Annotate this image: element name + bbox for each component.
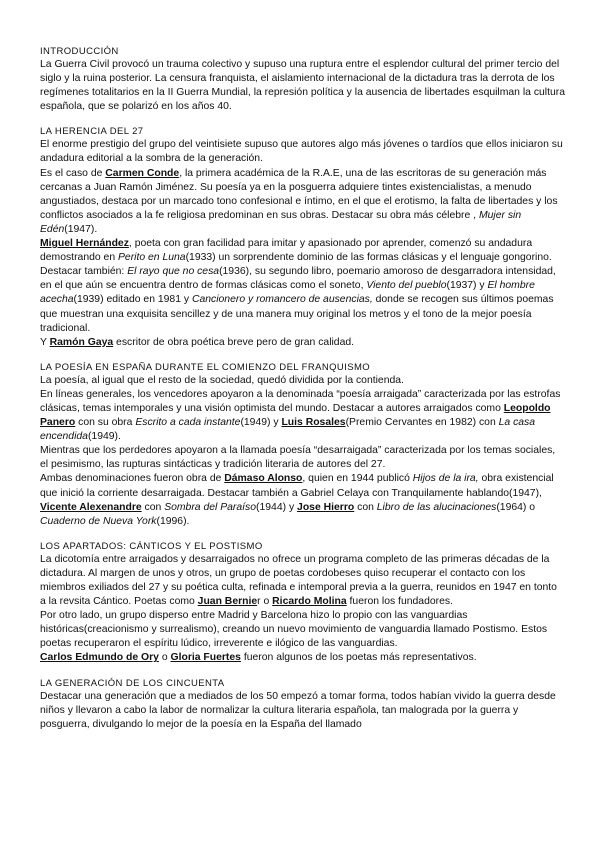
work-title: Mujer sin Edén (40, 209, 522, 235)
text: r o (257, 596, 273, 608)
section-generacion-cincuenta (40, 678, 565, 732)
text: La dicotomía entre arraigados y desarraigados no ofrece un programa completo de las primeras décadas de la dictadura. Al margen de unos y otros, un grupo de poetas cordobeses quiso recuperar el contacto con los miembros exiliados del 27 y su poética culta, refinada e intemporal previa a la guerra, reunidos en 1947 en tonto a la revsita Cántico. Poetas como (40, 553, 557, 608)
text: , la primera académica de la R.A.E, una de las escritoras de su generación más cercanas a Juan Ramón Jiménez. Su poesía ya en la posguerra adquiere tintes existencialistas, a menudo angustiados, destaca por un marcado tono confesional e íntimo, en el que el erotismo, la falta de libertades y los conflictos asociados a la fe religiosa predominan en sus obras. Destacar su obra más célebre , (40, 167, 558, 221)
paragraph: Mientras que los perdedores apoyaron a la llamada poesía “desarraigada” caracterizada por los temas sociales, el pesimismo, las rupturas sintácticas y tradición literaria de autores del 27. (40, 445, 556, 471)
paragraph (40, 167, 565, 237)
paragraph: Por otro lado, un grupo disperso entre Madrid y Barcelona hizo lo propio con las vanguardias históricas(creacionismo y surrealismo), creando un nuevo movimiento de vanguardia llamado Postismo. Estos poetas recuperaron el espíritu lúdico, irreverente e ilógico de las vanguardias. (40, 610, 548, 650)
work-title: Viento del pueblo (366, 280, 447, 292)
author-name: Miguel Hernández (40, 238, 129, 250)
text: (1944) y (256, 501, 298, 513)
section-comienzo-franquismo (40, 362, 565, 529)
text: Y (40, 336, 50, 348)
text: (Premio Cervantes en 1982) con (345, 417, 499, 429)
work-title: Perito en Luna (117, 252, 186, 264)
section-canticos-postismo (40, 541, 565, 666)
text: (1949). (87, 431, 121, 443)
text: (1939) editado en 1981 y (73, 294, 192, 306)
author-name: Gloria Fuertes (170, 652, 241, 664)
paragraph (40, 237, 565, 336)
work-title: Libro de las alucinaciones (376, 501, 497, 513)
text: con (141, 501, 165, 513)
author-name: Luis Rosales (281, 417, 346, 429)
text: con (354, 501, 377, 513)
author-name: Dámaso Alonso (224, 473, 303, 485)
paragraph (40, 472, 565, 528)
paragraph: La Guerra Civil provocó un trauma colectivo y supuso una ruptura entre el esplendor cultural del primer tercio del siglo y la ruina posterior. La censura franquista, el aislamiento internacional de la dictadura tras la derrota de los regímenes totalitarios en la II Guerra Mundial, la represión política y la ausencia de libertades esquilman la cultura española, que se polarizó en los años 40. (40, 59, 566, 113)
paragraph (40, 388, 565, 444)
work-title: El rayo que no cesa (127, 266, 220, 278)
text: (1996). (156, 515, 190, 527)
paragraph: La poesía, al igual que el resto de la sociedad, quedó dividida por la contienda. (40, 374, 404, 386)
work-title: La casa encendida (40, 417, 536, 443)
section-introduccion (40, 46, 565, 114)
section-heading: LOS APARTADOS: CÁNTICOS Y EL POSTISMO (40, 540, 263, 552)
author-name: Carlos Edmundo de Ory (40, 652, 159, 664)
author-name: Carmen Conde (105, 167, 180, 179)
text: (1947). (64, 223, 98, 235)
document-page (40, 46, 565, 744)
paragraph (40, 651, 565, 665)
text: o (158, 652, 171, 664)
text: fueron los fundadores. (346, 596, 453, 608)
work-title: Cuaderno de Nueva York (40, 515, 157, 527)
work-title: El hombre acecha (40, 280, 535, 306)
author-name: Leopoldo Panero (40, 402, 551, 429)
text: (1964) o (496, 501, 536, 513)
text: fueron algunos de los poetas más representativos. (240, 652, 477, 664)
section-heading: LA POESÍA EN ESPAÑA DURANTE EL COMIENZO DEL FRANQUISMO (40, 361, 371, 373)
text: (1937) y (446, 280, 488, 292)
author-name: Ricardo Molina (272, 596, 347, 608)
section-herencia-27 (40, 126, 565, 349)
work-title: Cancionero y romancero de ausencias, (191, 294, 373, 306)
author-name: Juan Bernie (197, 596, 258, 608)
text: (1933) un sorprendente dominio de las formas clásicas y el lenguaje gongorino. Destacar también: (40, 252, 552, 278)
work-title: Sombra del Paraíso (164, 501, 257, 513)
section-heading: INTRODUCCIÓN (40, 46, 119, 57)
text: En líneas generales, los vencedores apoyaron a la denominada “poesía arraigada” caracterizada por las estrofas clásicas, temas intemporales y una visión optimista del mundo. Destacar a autores arraigados como (40, 388, 561, 414)
text: , quien en 1944 publicó (302, 473, 413, 485)
text: , poeta con gran facilidad para imitar y apasionado por aprender, comenzó su andadura demostrando en (40, 238, 533, 264)
paragraph (40, 553, 565, 609)
section-heading: LA GENERACIÓN DE LOS CINCUENTA (40, 677, 225, 689)
text: (1949) y (240, 417, 282, 429)
work-title: Escrito a cada instante (135, 417, 241, 429)
author-name: Ramón Gaya (49, 336, 114, 348)
author-name: Vicente Alexenandre (40, 501, 142, 513)
text: Es el caso de (40, 167, 106, 179)
section-heading: LA HERENCIA DEL 27 (40, 126, 144, 138)
paragraph (40, 336, 565, 350)
work-title: Hijos de la ira, (412, 473, 479, 485)
author-name: Jose Hierro (297, 501, 355, 513)
text: donde se recogen sus últimos poemas que muestran una exquisita sencillez y de una manera muy original los metros y el tono de la mejor poesía tradicional. (40, 294, 554, 334)
text: obra existencial que inició la corriente desarraigada. Destacar también a Gabriel Celaya con Tranquilamente hablando(1947), (40, 473, 554, 499)
text: (1936), su segundo libro, poemario amoroso de desgarradora intensidad, en el que aún se encuentra dentro de formas clásicas como el soneto, (40, 266, 556, 292)
text: con su obra (75, 417, 136, 429)
text: escritor de obra poética breve pero de gran calidad. (113, 336, 355, 348)
paragraph: El enorme prestigio del grupo del veintisiete supuso que autores algo más jóvenes o tardíos que ellos iniciaron su andadura editorial a la sombra de la generación. (40, 139, 563, 165)
text: Ambas denominaciones fueron obra de (40, 473, 225, 485)
paragraph: Destacar una generación que a mediados de los 50 empezó a tomar forma, todos habían vivido la guerra desde niños y llevaron a cabo la labor de normalizar la cultura literaria española, tan malograda por la guerra y posguerra, divulgando lo mejor de la poesía en la España del llamado (40, 690, 556, 730)
